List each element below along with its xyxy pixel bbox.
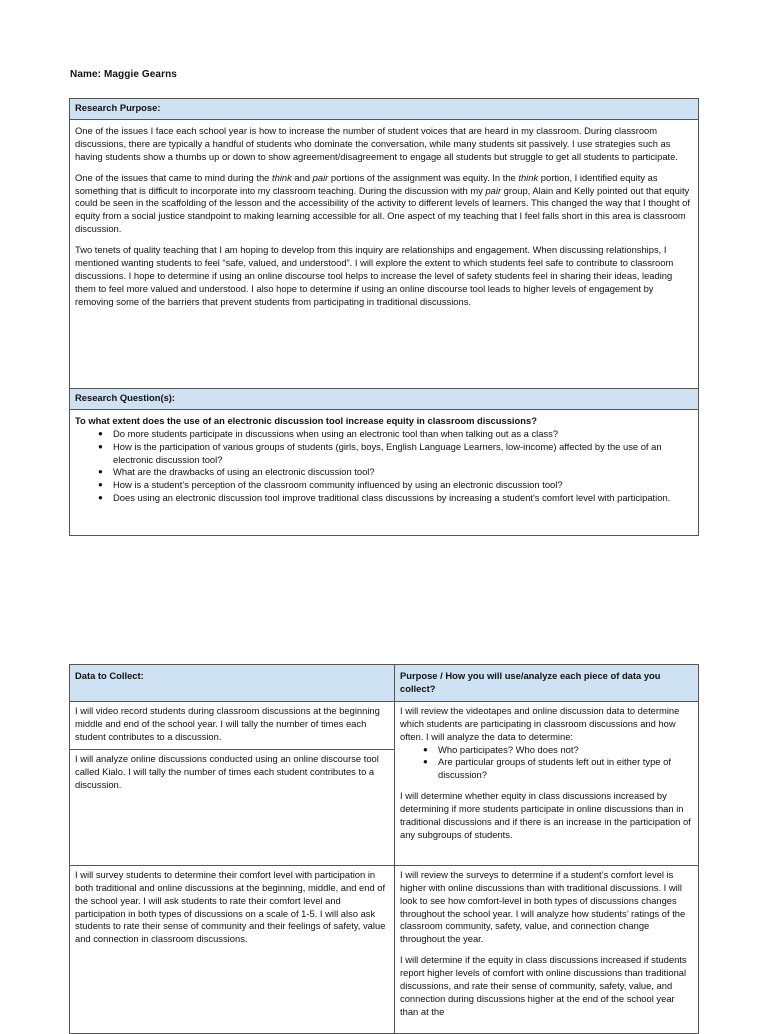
sub-question: ● How is a student’s perception of the classroom community influenced by using an electronic discussion tool?	[98, 479, 563, 491]
sub-question: ● What are the drawbacks of using an electronic discussion tool?	[98, 466, 375, 478]
sub-question: ● Does using an electronic discussion tool improve traditional class discussions by increasing a student's comfort level with participation.	[98, 492, 671, 504]
purpose-intro: I will review the videotapes and online discussion data to determine which students are participating in classroom discussions and how often. I will analyze the data to determine:	[400, 704, 680, 742]
student-name-line	[70, 69, 177, 80]
purpose-cell	[395, 701, 699, 865]
bullet-icon: ●	[98, 441, 103, 451]
purpose-paragraph: One of the issues I face each school year is how to increase the number of student voices that are heard in my classroom. During classroom discussions, there are typically a handful of students who dominate the conversation, while many students sit passively. I use strategies such as having students show a thumbs up or down to show agreement/disagreement to engage all students but struggle to get all students to participate.	[75, 124, 678, 162]
sub-question: ● How is the participation of various groups of students (girls, boys, English Language Learners, low-income) affected by the use of an electronic discussion tool?	[98, 440, 662, 465]
bullet-icon: ●	[98, 428, 103, 438]
purpose-heading: Purpose / How you will use/analyze each piece of data you collect?	[395, 665, 699, 702]
purpose-paragraph: Two tenets of quality teaching that I am hoping to develop from this inquiry are relationships and engagement. When discussing relationships, I mentioned wanting students to feel “safe, valued, and understood”. I will explore the extent to which students feel safe to contribute to classroom discussions. I hope to determine if using an online discourse tool helps to increase the level of safety students feel in sharing their ideas, leading them to feel more valued and understood. I also hope to determine if using an online discourse tool leads to higher levels of engagement by removing some of the barriers that prevent students from participating in traditional discussions.	[75, 244, 674, 307]
data-collection-table	[69, 664, 699, 1034]
purpose-bullet: ● Are particular groups of students left out in either type of discussion?	[423, 756, 671, 781]
purpose-paragraph: One of the issues that came to mind during the think and pair portions of the assignment was equity. In the think portion, I identified equity as something that is difficult to incorporate into my classroom teaching. During the discussion with my pair group, Alain and Kelly pointed out that equity could be seen in the scaffolding of the lesson and the accessibility of the activity to different levels of learners. This changed the way that I thought of equity from a social justice standpoint to making learning accessible for all. One aspect of my teaching that I feel falls short in this area is classroom discussion.	[75, 171, 690, 235]
name-value: Maggie Gearns	[103, 69, 177, 80]
name-label: Name:	[70, 69, 102, 80]
purpose-cell	[395, 865, 699, 1033]
bullet-icon: ●	[98, 480, 103, 490]
data-to-collect-heading: Data to Collect:	[70, 665, 395, 702]
purpose-paragraph: I will determine if the equity in class discussions increased if students report higher levels of comfort with online discussions than traditional discussions, and rate their sense of community, safety, value, and connection during discussions higher at the end of the school year than at the	[400, 954, 687, 1017]
bullet-icon: ●	[98, 467, 103, 477]
collect-cell: I will video record students during classroom discussions at the beginning middle and end of the school year. I will tally the number of times each student contributes to a discussion.	[70, 701, 395, 749]
bullet-icon: ●	[423, 744, 428, 754]
research-table	[69, 98, 699, 536]
bullet-icon: ●	[98, 493, 103, 503]
sub-question: ● Do more students participate in discussions when using an electronic tool than when talking out as a class?	[98, 427, 559, 439]
purpose-outro: I will determine whether equity in class discussions increased by determining if more students participate in online discussions than in traditional discussions and if there is an increase in the participation of any subgroups of students.	[400, 790, 691, 840]
purpose-paragraph: I will review the surveys to determine if a student’s comfort level is higher with online discussions than with traditional discussions. I will look to see how comfort-level in both types of discussions changes throughout the school year. I will analyze how students’ ratings of the classroom community, safety, value, and connection change throughout the year.	[400, 868, 686, 945]
purpose-bullet: ● Who participates? Who does not?	[423, 743, 579, 755]
main-research-question: To what extent does the use of an electronic discussion tool increase equity in classroom discussions?	[75, 414, 537, 426]
purpose-bullet-list	[400, 744, 693, 783]
collect-cell: I will analyze online discussions conducted using an online discourse tool called Kialo. I will tally the number of times each student contributes to a discussion.	[70, 749, 395, 865]
research-questions-heading: Research Question(s):	[70, 388, 699, 409]
collect-cell: I will survey students to determine their comfort level with participation in both traditional and online discussions at the beginning, middle, and end of the school year. I will ask students to rate their comfort level and participation in both types of discussions on a scale of 1-5. I will also ask students to rate their sense of community and their feelings of safety, value and connection in classroom discussions.	[70, 865, 395, 1033]
sub-question-list	[75, 428, 693, 505]
bullet-icon: ●	[423, 757, 428, 767]
research-purpose-body	[70, 119, 699, 388]
research-questions-body	[70, 409, 699, 535]
research-purpose-heading: Research Purpose:	[70, 99, 699, 120]
